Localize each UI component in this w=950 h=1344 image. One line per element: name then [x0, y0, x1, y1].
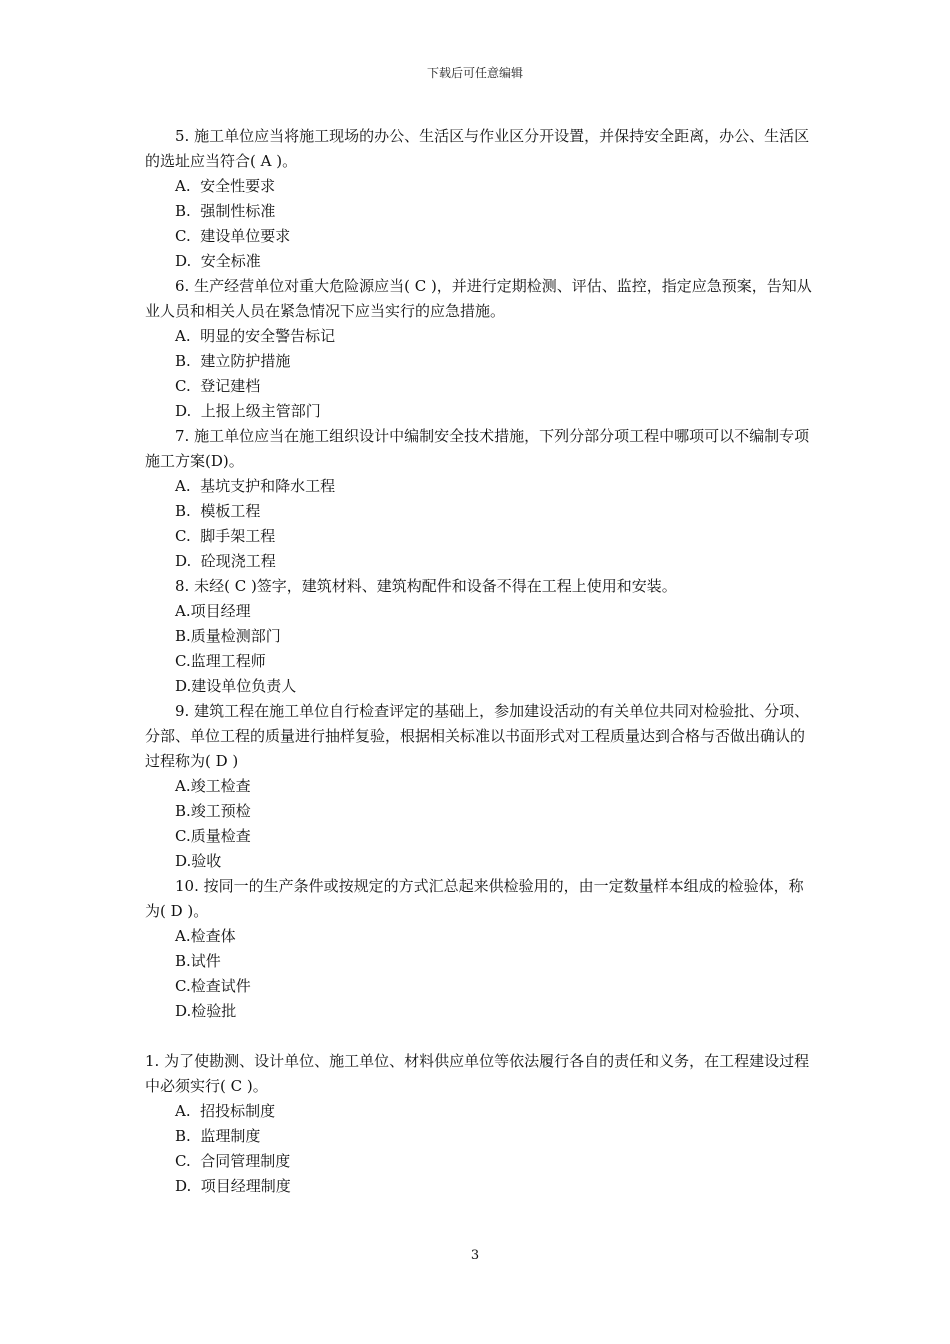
option: A.项目经理: [175, 602, 251, 620]
option: C. 登记建档: [175, 377, 261, 395]
question-8: 8. 未经( C )签字，建筑材料、建筑构配件和设备不得在工程上使用和安装。: [175, 577, 677, 595]
option: C. 建设单位要求: [175, 227, 291, 245]
question-5: 5. 施工单位应当将施工现场的办公、生活区与作业区分开设置，并保持安全距离，办公、生活区的选址应当符合( A )。: [145, 127, 810, 170]
option: B.竣工预检: [175, 802, 251, 820]
option: D. 安全标准: [175, 252, 261, 270]
option: B.试件: [175, 952, 221, 970]
option: B. 监理制度: [175, 1127, 261, 1145]
question-9: 9. 建筑工程在施工单位自行检查评定的基础上，参加建设活动的有关单位共同对检验批、分项、分部、单位工程的质量进行抽样复验，根据相关标准以书面形式对工程质量达到合格与否做出确认的过程称为( D ): [145, 702, 810, 770]
option: A. 招投标制度: [175, 1102, 276, 1120]
option: D.检验批: [175, 1002, 237, 1020]
option: B. 强制性标准: [175, 202, 276, 220]
option: C.监理工程师: [175, 652, 266, 670]
option: D. 砼现浇工程: [175, 552, 276, 570]
option: A.检查体: [175, 927, 236, 945]
question-6: 6. 生产经营单位对重大危险源应当( C )，并进行定期检测、评估、监控，指定应急预案，告知从业人员和相关人员在紧急情况下应当实行的应急措施。: [145, 277, 812, 320]
option: D. 项目经理制度: [175, 1177, 291, 1195]
option: B. 建立防护措施: [175, 352, 291, 370]
option: D.建设单位负责人: [175, 677, 297, 695]
question-10: 10. 按同一的生产条件或按规定的方式汇总起来供检验用的，由一定数量样本组成的检验体，称为( D )。: [145, 877, 804, 920]
option: C. 脚手架工程: [175, 527, 276, 545]
option: D. 上报上级主管部门: [175, 402, 321, 420]
page-number: 3: [470, 1248, 480, 1263]
option: C.检查试件: [175, 977, 251, 995]
option: A. 明显的安全警告标记: [175, 327, 336, 345]
option: D.验收: [175, 852, 222, 870]
option: C.质量检查: [175, 827, 251, 845]
option: A.竣工检查: [175, 777, 251, 795]
option: A. 安全性要求: [175, 177, 276, 195]
option: A. 基坑支护和降水工程: [175, 477, 336, 495]
option: C. 合同管理制度: [175, 1152, 291, 1170]
question-7: 7. 施工单位应当在施工组织设计中编制安全技术措施，下列分部分项工程中哪项可以不编制专项施工方案(D)。: [145, 427, 810, 470]
option: B. 模板工程: [175, 502, 261, 520]
section-gap: [145, 1024, 815, 1049]
question-1: 1. 为了使勘测、设计单位、施工单位、材料供应单位等依法履行各自的责任和义务，在工程建设过程中必须实行( C )。: [145, 1052, 810, 1095]
page-header: 下载后可任意编辑: [426, 66, 523, 80]
option: B.质量检测部门: [175, 627, 281, 645]
document-body: [145, 124, 815, 1199]
